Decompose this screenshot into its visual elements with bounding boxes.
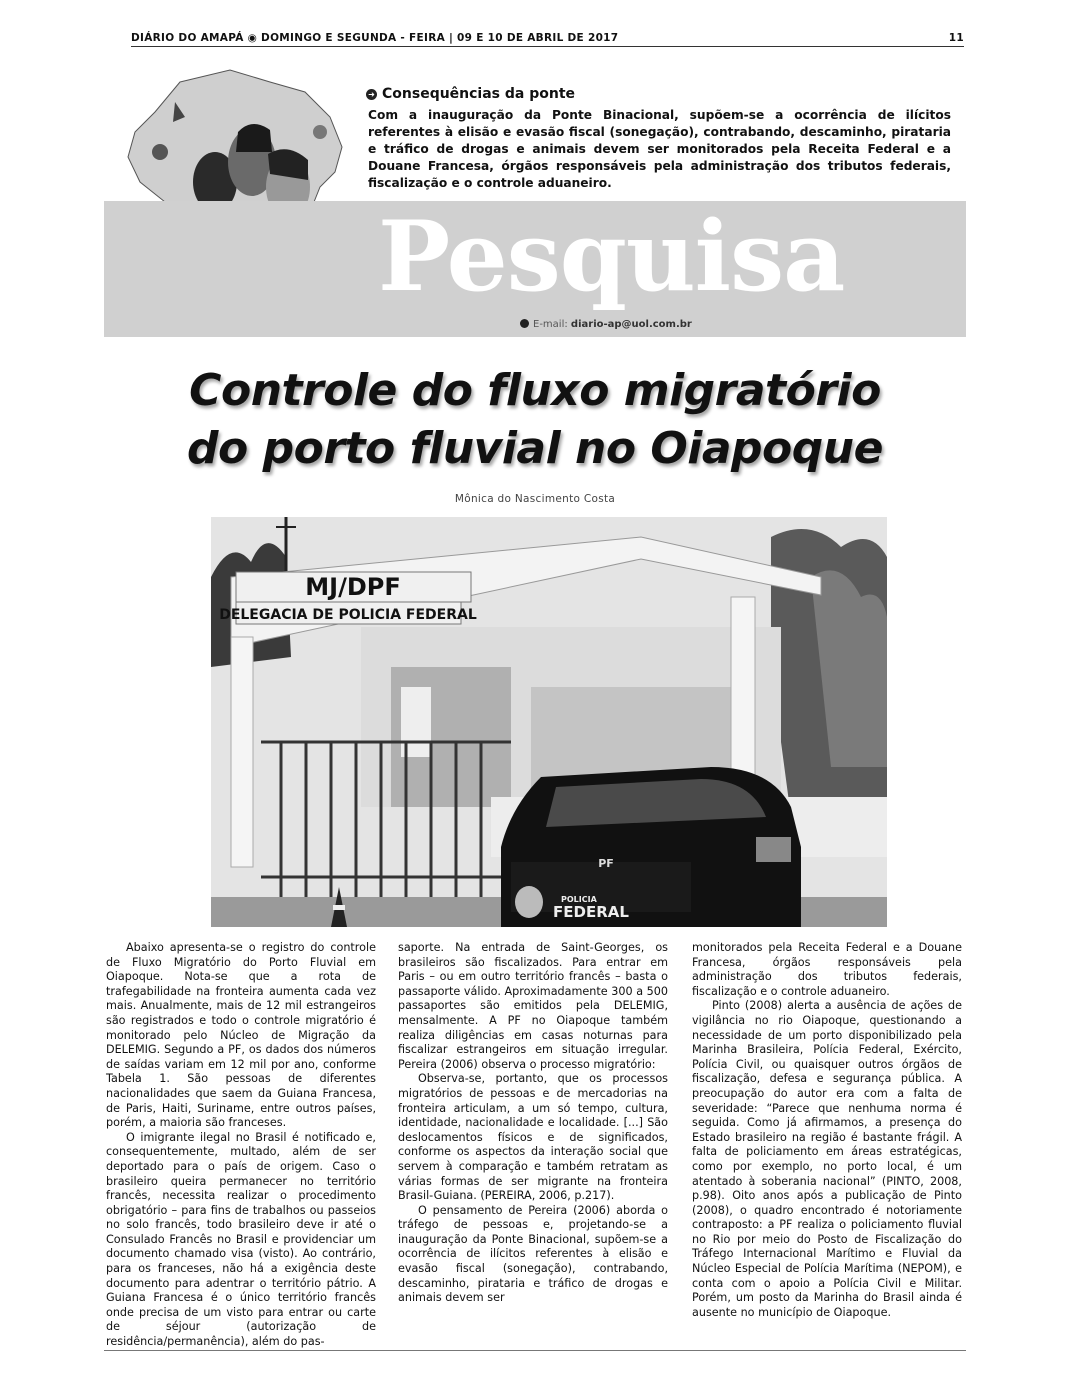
paragraph: O pensamento de Pereira (2006) aborda o tráfego de pessoas e, projetando-se a inauguração da Ponte Binacional, supõem-se a ocorrência de ilícitos referentes à elisão e evasão fiscal (sonegação), contrabando, descaminho, pirataria e tráfico de drogas e animais devem ser: [398, 1203, 668, 1305]
sidebar-note-title-text: Consequências da ponte: [382, 86, 576, 102]
sidebar-note-title: [366, 86, 575, 102]
photo-car-label-1: POLICIA: [561, 895, 597, 904]
article-column-2: [398, 941, 668, 1306]
section-title: Pesquisa: [378, 200, 845, 313]
sidebar-note-body: Com a inauguração da Ponte Binacional, supõem-se a ocorrência de ilícitos referentes à elisão e evasão fiscal (sonegação), contrabando, descaminho, pirataria e tráfico de drogas e animais devem ser monitorados pela Receita Federal e a Douane Francesa, órgãos responsáveis pela administração dos tributos federais, fiscalização e o controle aduaneiro.: [368, 108, 951, 190]
paragraph: Pinto (2008) alerta a ausência de ações de vigilância no rio Oiapoque, questionando a necessidade de um porto disponibilizado pela Marinha Brasileira, Polícia Federal, Exército, Polícia Civil, ou quaisquer outros órgãos de fiscalização, defesa e segurança pública. A preocupação do autor era com a falta de severidade: “Parece que nenhuma norma é seguida. Como já afirmamos, a presença do Estado brasileiro na região é bastante frágil. A falta de policiamento em áreas estratégicas, como por exemplo, no porto local, é um atentado à soberania nacional” (PINTO, 2008, p.98). Oito anos após a publicação de Pinto (2008), o quadro encontrado é notoriamente contraposto: a PF realiza o policiamento fluvial no Rio por meio do Posto de Fiscalização do Tráfego Internacional Marítimo e Fluvial da Núcleo Especial de Polícia Marítima (NEPOM), e conta com o apoio a Polícia Civil e Militar. Porém, um posto da Marinha do Brasil ainda é ausente no município de Oiapoque.: [692, 999, 962, 1319]
footer-rule: [104, 1350, 966, 1351]
page-header: [131, 32, 964, 46]
header-rule: [131, 46, 964, 47]
police-station-photo: [211, 517, 887, 927]
paragraph: monitorados pela Receita Federal e a Douane Francesa, órgãos responsáveis pela administração dos tributos federais, fiscalização e o controle aduaneiro.: [692, 941, 962, 998]
email-address: diario-ap@uol.com.br: [570, 319, 692, 330]
article-column-1: [106, 941, 376, 1350]
photo-car-badge: PF: [598, 857, 614, 870]
header-masthead: DIÁRIO DO AMAPÁ ◉ DOMINGO E SEGUNDA - FEIRA | 09 E 10 DE ABRIL DE 2017: [131, 32, 619, 44]
article-column-3: [692, 941, 962, 1320]
paragraph: saporte. Na entrada de Saint-Georges, os brasileiros são fiscalizados. Para entrar em Paris – ou em outro território francês – basta o passaporte válido. Aproximadamente 300 a 500 passaportes são emitidos pela DELEMIG, mensalmente. A PF no Oiapoque também realiza diligências em casas noturnas para fiscalizar estrangeiros em situação irregular. Pereira (2006) observa o processo migratório:: [398, 941, 668, 1071]
headline-line-2: do porto fluvial no Oiapoque: [187, 423, 883, 474]
block-quote: Observa-se, portanto, que os processos migratórios de pessoas e de mercadorias na fronteira articulam, a um só tempo, cultura, identidade, nacionalidade e localidade. [...] São deslocamentos físicos e de significados, conforme os aspectos da interação social que servem à comparação e também retratam as várias formas de ser migrante na fronteira Brasil-Guiana. (PEREIRA, 2006, p.217).: [398, 1072, 668, 1203]
photo-sign-bottom: DELEGACIA DE POLICIA FEDERAL: [219, 607, 477, 623]
email-bullet-icon: [520, 319, 529, 328]
photo-car-label-2: FEDERAL: [553, 903, 629, 921]
arrow-bullet-icon: ➜: [366, 89, 377, 100]
paragraph: O imigrante ilegal no Brasil é notificado e, consequentemente, multado, além de ser deportado para o país de origem. Caso o brasileiro queira permanecer no território francês, necessita realizar o procedimento obrigatório – para fins de trabalhos ou passeios no solo francês, todo brasileiro deve ir até o Consulado Francês no Brasil e providenciar um documento chamado visa (visto). Ao contrário, para os franceses, não há a exigência deste documento para adentrar o território pátrio. A Guiana Francesa é o único território francês onde precisa de um visto para entrar ou carte de séjour (autorização de residência/permanência), além do pas-: [106, 1130, 376, 1349]
photo-sign-top: MJ/DPF: [305, 573, 401, 601]
paragraph: Abaixo apresenta-se o registro do controle de Fluxo Migratório do Porto Fluvial em Oiapoque. Nota-se que a rota de trafegabilidade na fronteira aumenta cada vez mais. Anualmente, mais de 12 mil estrangeiros são registrados e todo o controle migratório é monitorado pelo Núcleo de Migração da DELEMIG. Segundo a PF, os dados dos números de saídas variam em 12 mil por ano, conforme Tabela 1. São pessoas de diferentes nacionalidades que saem da Guiana Francesa, de Paris, Haiti, Suriname, entre outros países, porém, a maioria são franceses.: [106, 941, 376, 1130]
page-number: 11: [948, 32, 964, 44]
article-author: Mônica do Nascimento Costa: [454, 493, 616, 505]
section-email: [520, 319, 692, 330]
headline-line-1: Controle do fluxo migratório: [189, 365, 881, 416]
email-label: E-mail:: [533, 319, 568, 330]
article-headline: [120, 362, 950, 478]
